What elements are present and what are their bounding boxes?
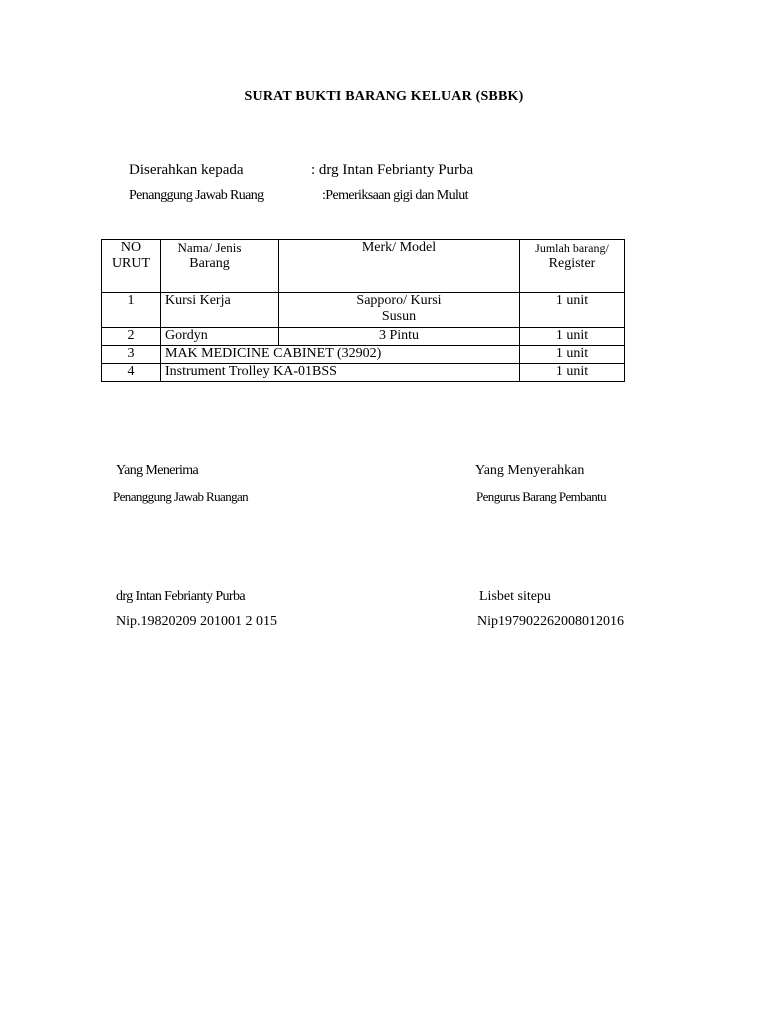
header-nama-line1: Nama/ Jenis <box>177 240 242 255</box>
header-merk-label: Merk/ Model <box>361 240 437 255</box>
row-nama: Gordyn <box>161 328 279 346</box>
left-sign-nip: Nip.19820209 201001 2 015 <box>116 614 277 629</box>
row-nama: Kursi Kerja <box>161 293 279 328</box>
table-row <box>102 346 625 364</box>
row-nama: Instrument Trolley KA-01BSS <box>161 364 520 382</box>
diserahkan-value: : drg Intan Febrianty Purba <box>311 162 474 178</box>
left-sign-title: Penanggung Jawab Ruangan <box>113 489 249 504</box>
row-no: 1 <box>102 293 161 328</box>
penanggung-value: :Pemeriksaan gigi dan Mulut <box>322 188 468 203</box>
row-merk <box>279 293 520 328</box>
right-sign-name: Lisbet sitepu <box>479 589 551 604</box>
right-sign-title: Pengurus Barang Pembantu <box>476 489 607 504</box>
header-jumlah-line2: Register <box>548 256 596 271</box>
table-row <box>102 364 625 382</box>
table-row <box>102 328 625 346</box>
row-nama: MAK MEDICINE CABINET (32902) <box>161 346 520 364</box>
document-title: SURAT BUKTI BARANG KELUAR (SBBK) <box>244 89 524 104</box>
row-jumlah: 1 unit <box>520 293 625 328</box>
row-no: 3 <box>102 346 161 364</box>
left-sign-name: drg Intan Febrianty Purba <box>116 589 245 604</box>
header-merk <box>279 240 520 293</box>
header-nama <box>161 240 279 293</box>
items-table <box>101 239 625 382</box>
left-sign-role: Yang Menerima <box>116 463 199 478</box>
row-jumlah: 1 unit <box>520 364 625 382</box>
row-jumlah: 1 unit <box>520 328 625 346</box>
row-merk-line2: Susun <box>381 309 417 324</box>
row-merk-line1: Sapporo/ Kursi <box>356 293 442 308</box>
header-no-line1: NO <box>120 240 142 255</box>
table-row <box>102 293 625 328</box>
right-sign-nip: Nip197902262008012016 <box>477 614 624 629</box>
header-nama-line2: Barang <box>189 256 230 271</box>
diserahkan-label: Diserahkan kepada <box>129 162 244 178</box>
penanggung-label: Penanggung Jawab Ruang <box>129 188 264 203</box>
row-jumlah: 1 unit <box>520 346 625 364</box>
header-jumlah-line1: Jumlah barang/ <box>535 241 609 255</box>
row-no: 4 <box>102 364 161 382</box>
right-sign-role: Yang Menyerahkan <box>475 463 585 478</box>
header-no-line2: URUT <box>111 256 151 271</box>
row-merk: 3 Pintu <box>279 328 520 346</box>
table-header-row <box>102 240 625 293</box>
header-no <box>102 240 161 293</box>
header-jumlah <box>520 240 625 293</box>
row-no: 2 <box>102 328 161 346</box>
